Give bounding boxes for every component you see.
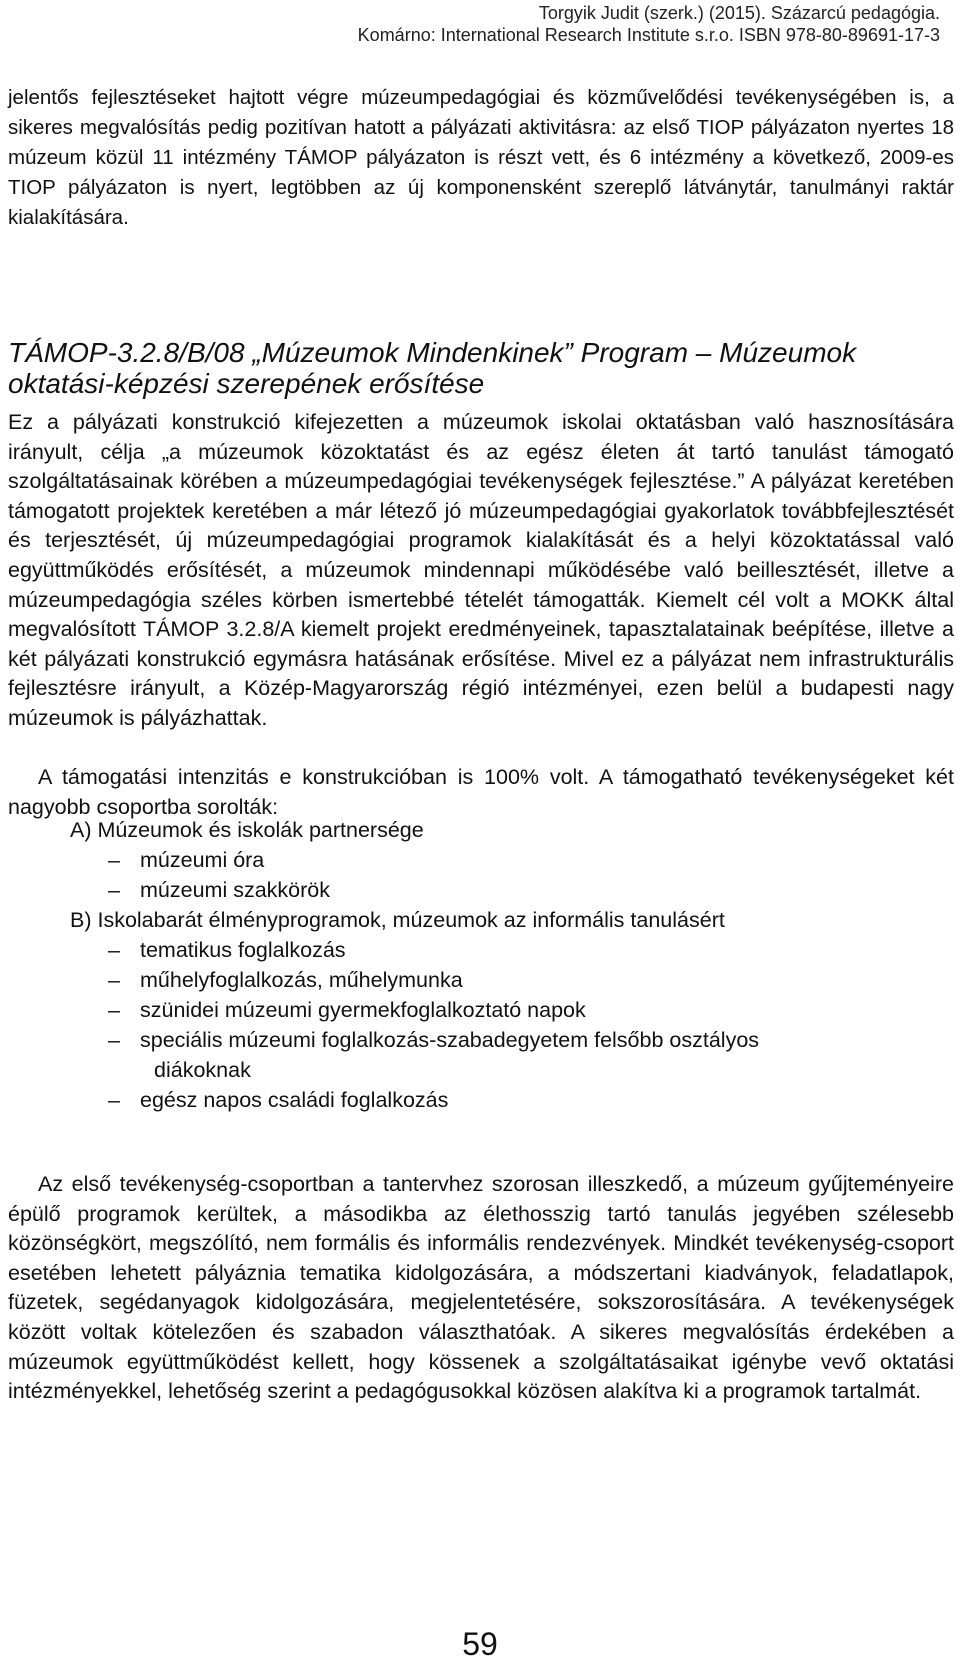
citation-header [140, 2, 940, 46]
list-group-b: B) Iskolabarát élményprogramok, múzeumok az informális tanulásért [70, 908, 725, 932]
list-item-text: műhelyfoglalkozás, műhelymunka [140, 968, 463, 992]
body-paragraph-2: Ez a pályázati konstrukció kifejezetten a múzeumok iskolai oktatásban való hasznosítására irányult, célja „a múzeumok közoktatást és az egész életen át tartó tanulást támogató szolgáltatásainak körében a múzeumpedagógiai tevékenységek fejlesztése.” A pályázat keretében támogatott projektek keretében a már létező jó múzeumpedagógiai gyakorlatok továbbfejlesztését és terjesztését, új múzeumpedagógiai programok kialakítását és a helyi közoktatással való együttműködés erősítését, a múzeumok mindennapi működésébe való beillesztését, illetve a múzeumpedagógia széles körben ismertebbé tételét támogatták. Kiemelt cél volt a MOKK által megvalósított TÁMOP 3.2.8/A kiemelt projekt eredményeinek, tapasztalatainak beépítése, illetve a két pályázati konstrukció egymásra hatásának erősítése. Mivel ez a pályázat nem infrastrukturális fejlesztésre irányult, a Közép-Magyarország régió intézményei, ezen belül a budapesti nagy múzeumok is pályázhattak. [8, 410, 954, 730]
list-item-text: múzeumi szakkörök [140, 878, 330, 902]
dash-bullet: – [108, 878, 120, 902]
body-paragraph-3: A támogatási intenzitás e konstrukcióban is 100% volt. A támogatható tevékenységeket két nagyobb csoportba sorolták: [8, 765, 954, 819]
list-item-text: múzeumi óra [140, 848, 265, 872]
dash-bullet: – [108, 968, 120, 992]
intro-paragraph: jelentős fejlesztéseket hajtott végre múzeumpedagógiai és közművelődési tevékenységében is, a sikeres megvalósítás pedig pozitívan hatott a pályázati aktivitásra: az első TIOP pályázaton nyertes 18 múzeum közül 11 intézmény TÁMOP pályázaton is részt vett, és 6 intézmény a következő, 2009-es TIOP pályázaton is nyert, legtöbben az új komponensként szereplő látványtár, tanulmányi raktár kialakítására. [8, 86, 954, 229]
activity-list [8, 815, 954, 1115]
list-group-a: A) Múzeumok és iskolák partnersége [70, 818, 424, 842]
section-heading [8, 337, 954, 399]
list-item-text: tematikus foglalkozás [140, 938, 346, 962]
section-heading-line-1: TÁMOP-3.2.8/B/08 „Múzeumok Mindenkinek” Program – Múzeumok [8, 337, 857, 368]
list-item-text: speciális múzeumi foglalkozás-szabadegyetem felsőbb osztályos [140, 1028, 760, 1052]
list-item [8, 1025, 954, 1085]
dash-bullet: – [108, 938, 120, 962]
section-heading-line-2: oktatási-képzési szerepének erősítése [8, 368, 485, 399]
dash-bullet: – [108, 848, 120, 872]
list-item-continuation: diákoknak [154, 1058, 251, 1082]
citation-line-2: Komárno: International Research Institute s.r.o. ISBN 978-80-89691-17-3 [357, 25, 940, 45]
dash-bullet: – [108, 998, 120, 1022]
list-item [8, 995, 954, 1025]
page-number: 59 [462, 1626, 498, 1662]
list-item [8, 1085, 954, 1115]
citation-line-1: Torgyik Judit (szerk.) (2015). Százarcú pedagógia. [538, 3, 940, 23]
list-item-text: szünidei múzeumi gyermekfoglalkoztató napok [140, 998, 586, 1022]
body-paragraph-4: Az első tevékenység-csoportban a tantervhez szorosan illeszkedő, a múzeum gyűjteményeire épülő programok kerültek, a másodikba az élethosszig tartó tanulás jegyében szélesebb közönségkört, megszólító, nem formális és informális rendezvények. Mindkét tevékenység-csoport esetében lehetett pályáznia tematika kidolgozására, a módszertani kiadványok, feladatlapok, füzetek, segédanyagok kidolgozására, megjelentetésére, sokszorosítására. A tevékenységek között voltak kötelezően és szabadon választhatóak. A sikeres megvalósítás érdekében a múzeumok együttműködést kellett, hogy kössenek a szolgáltatásaikat igénybe vevő oktatási intézményekkel, lehetőség szerint a pedagógusokkal közösen alakítva ki a programok tartalmát. [8, 1172, 954, 1404]
list-item [8, 965, 954, 995]
dash-bullet: – [108, 1028, 120, 1052]
dash-bullet: – [108, 1088, 120, 1112]
list-item [8, 875, 954, 905]
list-item [8, 845, 954, 875]
list-item-text: egész napos családi foglalkozás [140, 1088, 449, 1112]
list-item [8, 935, 954, 965]
